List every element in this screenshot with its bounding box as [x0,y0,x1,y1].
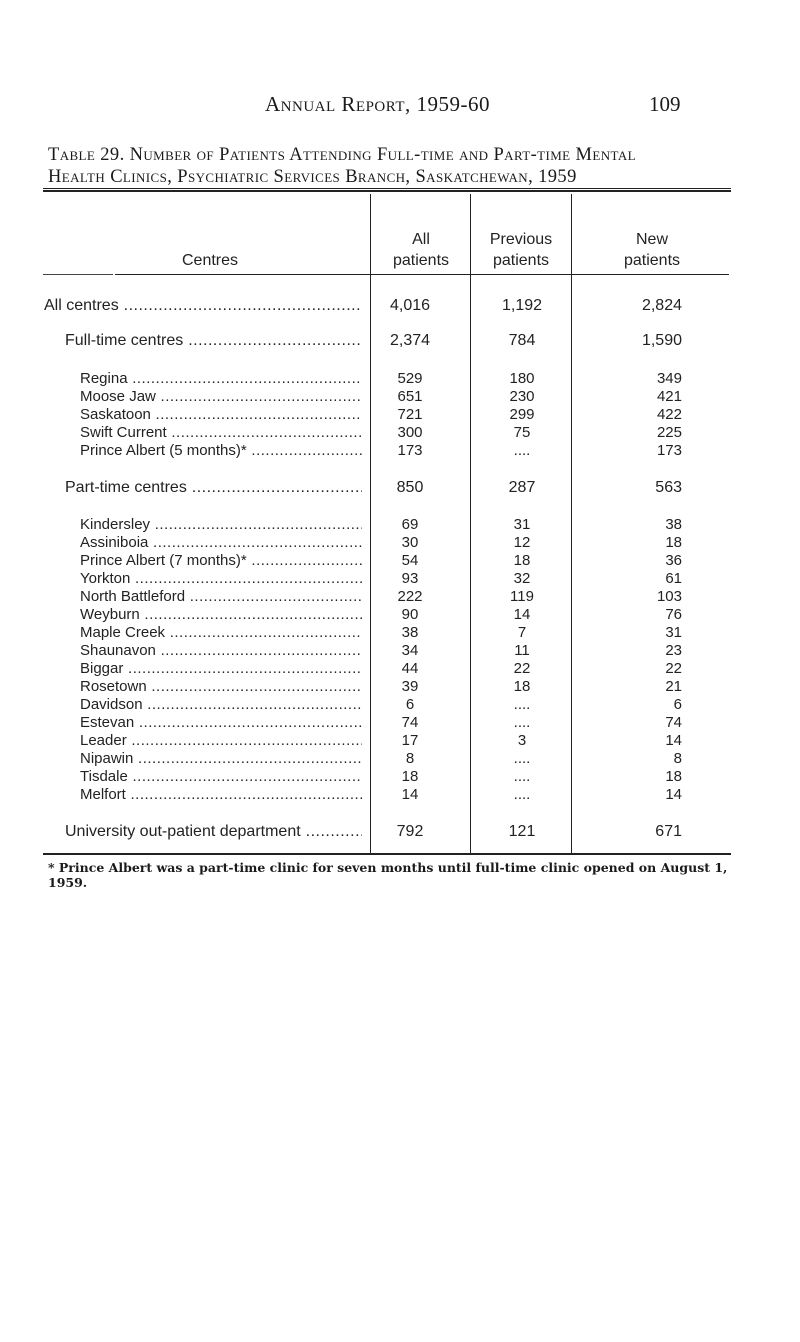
table-row [0,678,800,696]
row-label: Davidson ..... [80,696,362,714]
table-row [0,624,800,642]
cell-new: 14 [665,786,682,803]
cell-new: 2,824 [641,297,682,314]
cell-new: 563 [655,479,682,496]
table-row [0,534,800,552]
row-label: Kindersley ..... [80,516,362,534]
running-head [0,92,800,116]
table-caption [48,144,768,188]
cell-previous: .... [513,786,531,803]
row-label: Regina ..... [80,370,362,388]
cell-new: 31 [665,624,682,641]
cell-new: 18 [665,768,682,785]
table-bottom-rule [43,853,731,856]
cell-new: 173 [656,442,682,459]
cell-previous: .... [513,750,531,767]
cell-new: 22 [665,660,682,677]
cell-all: 721 [397,406,423,423]
table-row [0,388,800,406]
header-new-patients: New patients [623,231,681,269]
row-label: Part-time centres ..... [65,479,362,497]
cell-all: 529 [397,370,423,387]
cell-new: 6 [673,696,682,713]
cell-new: 21 [665,678,682,695]
header-all-patients: All patients [392,231,450,269]
table-row [0,332,800,350]
row-label: North Battleford ..... [80,588,362,606]
table-row [0,570,800,588]
cell-new: 74 [665,714,682,731]
cell-all: 38 [401,624,419,641]
cell-new: 61 [665,570,682,587]
header-rule [115,274,729,275]
row-label: Moose Jaw ..... [80,388,362,406]
row-label: Biggar ..... [80,660,362,678]
cell-previous: 287 [508,479,536,496]
row-label: Yorkton ..... [80,570,362,588]
table-row [0,297,800,315]
cell-new: 36 [665,552,682,569]
row-label: University out-patient department ..... [65,823,362,841]
row-label: Full-time centres ..... [65,332,362,350]
table-row [0,786,800,804]
table-row [0,406,800,424]
cell-previous: 180 [509,370,535,387]
cell-previous: 12 [513,534,531,551]
row-label: Leader ..... [80,732,362,750]
cell-all: 14 [401,786,419,803]
cell-all: 90 [401,606,419,623]
cell-new: 225 [656,424,682,441]
table-row [0,606,800,624]
cell-previous: .... [513,714,531,731]
row-label: Estevan ..... [80,714,362,732]
table-row [0,714,800,732]
cell-new: 1,590 [641,332,682,349]
cell-previous: 18 [513,678,531,695]
table-row [0,588,800,606]
table-row [0,479,800,497]
table-row [0,750,800,768]
cell-previous: 1,192 [501,297,543,314]
cell-previous: .... [513,696,531,713]
cell-new: 8 [673,750,682,767]
row-label: Nipawin ..... [80,750,362,768]
cell-previous: 18 [513,552,531,569]
row-label: Prince Albert (5 months)* ..... [80,442,362,460]
row-label: All centres ..... [44,297,362,315]
cell-all: 651 [397,388,423,405]
header-previous-patients: Previous patients [489,231,553,269]
cell-previous: 121 [508,823,536,840]
cell-previous: 22 [513,660,531,677]
row-label: Shaunavon ..... [80,642,362,660]
table-row [0,442,800,460]
table-row [0,823,800,841]
cell-previous: 230 [509,388,535,405]
cell-all: 6 [405,696,415,713]
cell-previous: 119 [510,588,534,605]
cell-previous: .... [513,442,531,459]
cell-new: 38 [665,516,682,533]
table-row [0,424,800,442]
cell-previous: .... [513,768,531,785]
cell-all: 74 [401,714,419,731]
table-row [0,732,800,750]
table-row [0,370,800,388]
cell-previous: 14 [513,606,531,623]
cell-new: 18 [665,534,682,551]
row-label: Prince Albert (7 months)* ..... [80,552,362,570]
cell-previous: 7 [517,624,527,641]
table-row [0,660,800,678]
cell-all: 173 [397,442,423,459]
row-label: Assiniboia ..... [80,534,362,552]
table-row [0,696,800,714]
caption-line-2: Health Clinics, Psychiatric Services Branch, Saskatchewan, 1959 [48,167,577,187]
cell-all: 54 [401,552,419,569]
cell-all: 34 [401,642,419,659]
cell-all: 93 [401,570,419,587]
row-label: Swift Current ..... [80,424,362,442]
header-rule [43,274,113,275]
cell-all: 792 [396,823,424,840]
cell-all: 39 [401,678,419,695]
cell-new: 349 [656,370,682,387]
cell-previous: 75 [513,424,531,441]
cell-all: 850 [396,479,424,496]
cell-new: 421 [656,388,682,405]
cell-new: 76 [665,606,682,623]
cell-new: 671 [655,823,682,840]
running-title: Annual Report, 1959-60 [265,92,491,116]
table-row [0,642,800,660]
cell-all: 222 [397,588,423,605]
table-row [0,516,800,534]
cell-all: 2,374 [389,332,431,349]
footnote: * Prince Albert was a part-time clinic for seven months until full-time clinic opened on August 1, 1959. [48,860,728,890]
header-centres: Centres [181,252,239,269]
table-top-rule [43,188,731,192]
row-label: Maple Creek ..... [80,624,362,642]
cell-previous: 3 [517,732,527,749]
row-label: Rosetown ..... [80,678,362,696]
cell-all: 18 [401,768,419,785]
cell-previous: 32 [513,570,531,587]
cell-all: 69 [401,516,419,533]
table-row [0,768,800,786]
row-label: Weyburn ..... [80,606,362,624]
cell-new: 422 [656,406,682,423]
row-label: Tisdale ..... [80,768,362,786]
table-row [0,552,800,570]
cell-all: 44 [401,660,419,677]
cell-new: 103 [656,588,682,605]
page-number: 109 [649,92,681,116]
cell-previous: 784 [508,332,536,349]
cell-new: 14 [665,732,682,749]
caption-line-1: Table 29. Number of Patients Attending Full-time and Part-time Mental [48,145,636,165]
cell-previous: 31 [513,516,531,533]
cell-all: 17 [401,732,419,749]
cell-all: 300 [397,424,423,441]
cell-previous: 299 [509,406,535,423]
cell-all: 8 [405,750,415,767]
cell-all: 4,016 [389,297,431,314]
cell-previous: 11 [514,642,530,659]
row-label: Saskatoon ..... [80,406,362,424]
cell-all: 30 [401,534,419,551]
row-label: Melfort ..... [80,786,362,804]
cell-new: 23 [665,642,682,659]
